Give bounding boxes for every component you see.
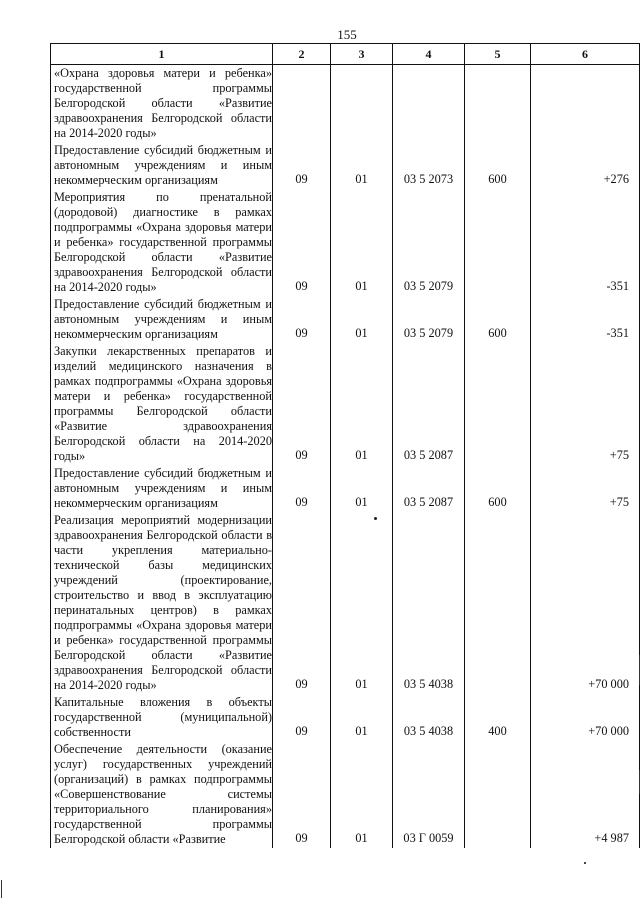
header-row [51,44,640,65]
row-section: 09 [273,512,331,694]
header-col-3: 3 [331,44,393,65]
row-expense-type [465,512,531,694]
row-expense-type: 400 [465,694,531,741]
table-row [51,694,640,741]
row-target-code [393,65,465,143]
table-row [51,741,640,848]
table-row [51,189,640,296]
row-section [273,65,331,143]
row-subsection: 01 [331,512,393,694]
row-subsection: 01 [331,189,393,296]
row-subsection: 01 [331,296,393,343]
row-description: Предоставление субсидий бюджетным и автономным учреждениям и иным некоммерческим организациям [51,296,273,343]
row-section: 09 [273,741,331,848]
table-row [51,65,640,143]
row-amount: +70 000 [531,512,640,694]
row-section: 09 [273,465,331,512]
table-row [51,512,640,694]
row-section: 09 [273,296,331,343]
row-description: Реализация мероприятий модернизации здравоохранения Белгородской области в части укрепления материально-технической базы медицинских учреждений (проектирование, строительство и ввод в эксплуатацию перинатальных центров) в рамках подпрограммы «Охрана здоровья матери и ребенка» государственной программы Белгородской области «Развитие здравоохранения Белгородской области на 2014-2020 годы» [51,512,273,694]
row-expense-type [465,65,531,143]
row-target-code: 03 5 4038 [393,694,465,741]
scan-speck [584,862,586,864]
row-subsection: 01 [331,465,393,512]
table-row [51,465,640,512]
row-description: Закупки лекарственных препаратов и изделий медицинского назначения в рамках подпрограммы «Охрана здоровья матери и ребенка» государственной программы Белгородской области «Развитие здравоохранения Белгородской области на 2014-2020 годы» [51,343,273,465]
row-target-code: 03 5 2073 [393,142,465,189]
row-amount: +4 987 [531,741,640,848]
row-description: Мероприятия по пренатальной (дородовой) диагностике в рамках подпрограммы «Охрана здоровья матери и ребенка» государственной программы Белгородской области «Развитие здравоохранения Белгородской области на 2014-2020 годы» [51,189,273,296]
row-target-code: 03 Г 0059 [393,741,465,848]
header-col-2: 2 [273,44,331,65]
table-row [51,343,640,465]
row-target-code: 03 5 2079 [393,189,465,296]
row-amount: +276 [531,142,640,189]
row-expense-type: 600 [465,465,531,512]
row-subsection: 01 [331,343,393,465]
row-section: 09 [273,343,331,465]
row-subsection: 01 [331,142,393,189]
table-row [51,296,640,343]
row-target-code: 03 5 2087 [393,343,465,465]
row-target-code: 03 5 2079 [393,296,465,343]
scan-speck [374,517,377,520]
header-col-6: 6 [531,44,640,65]
row-target-code: 03 5 2087 [393,465,465,512]
table-row [51,142,640,189]
row-amount: +75 [531,343,640,465]
header-col-1: 1 [51,44,273,65]
budget-table [50,43,640,848]
row-amount: +75 [531,465,640,512]
row-description: Предоставление субсидий бюджетным и автономным учреждениям и иным некоммерческим организациям [51,465,273,512]
page-number: 155 [337,27,357,42]
row-subsection: 01 [331,741,393,848]
row-section: 09 [273,142,331,189]
row-amount: -351 [531,189,640,296]
row-expense-type [465,741,531,848]
row-subsection: 01 [331,694,393,741]
row-expense-type: 600 [465,142,531,189]
row-section: 09 [273,694,331,741]
row-target-code: 03 5 4038 [393,512,465,694]
row-amount [531,65,640,143]
row-expense-type [465,343,531,465]
row-amount: -351 [531,296,640,343]
row-section: 09 [273,189,331,296]
row-expense-type [465,189,531,296]
header-col-5: 5 [465,44,531,65]
row-expense-type: 600 [465,296,531,343]
scan-edge-mark [1,880,2,898]
row-description: «Охрана здоровья матери и ребенка» государственной программы Белгородской области «Развитие здравоохранения Белгородской области на 2014-2020 годы» [51,65,273,143]
row-description: Капитальные вложения в объекты государственной (муниципальной) собственности [51,694,273,741]
header-col-4: 4 [393,44,465,65]
row-subsection [331,65,393,143]
row-amount: +70 000 [531,694,640,741]
row-description: Предоставление субсидий бюджетным и автономным учреждениям и иным некоммерческим организациям [51,142,273,189]
row-description: Обеспечение деятельности (оказание услуг) государственных учреждений (организаций) в рамках подпрограммы «Совершенствование системы территориального планирования» государственной программы Белгородской области «Развитие [51,741,273,848]
